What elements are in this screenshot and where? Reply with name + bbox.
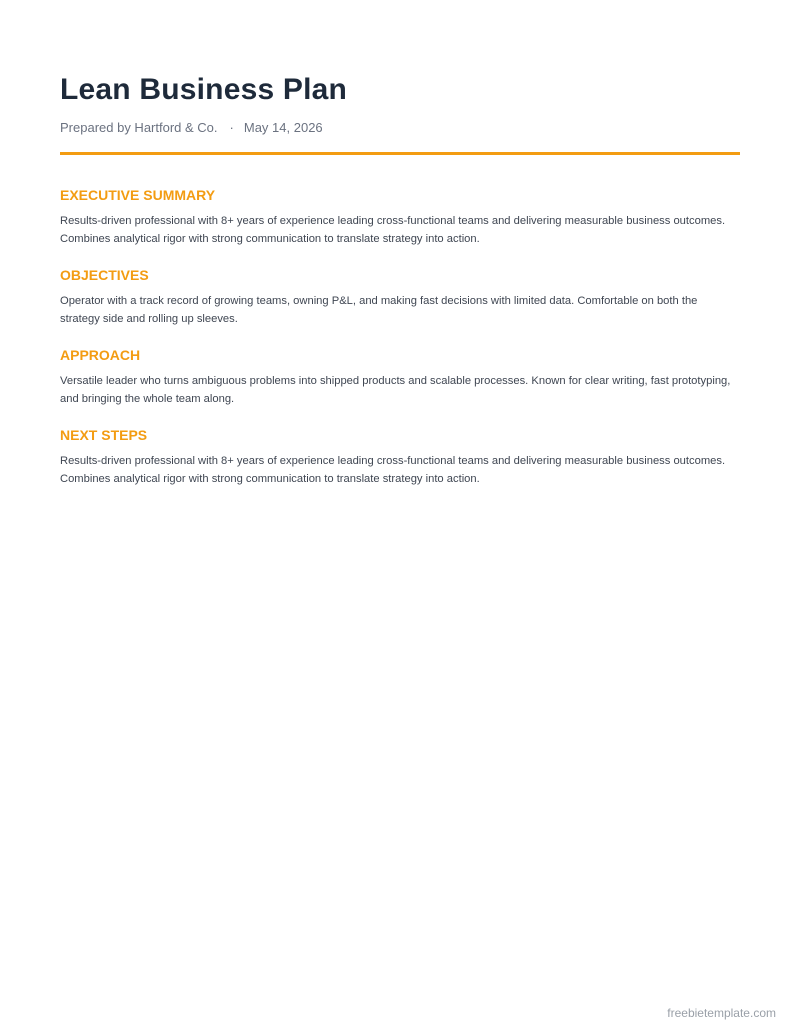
section-body: Results-driven professional with 8+ years of experience leading cross-functional teams and delivering measurable business outcomes. Combines analytical rigor with strong communication to translate strategy into action.: [60, 215, 726, 245]
section-heading: APPROACH: [60, 347, 141, 363]
document-title: Lean Business Plan: [60, 73, 348, 106]
document-meta: [60, 119, 323, 137]
section-approach: [60, 346, 740, 426]
section-executive-summary: [60, 186, 740, 266]
section-objectives: [60, 266, 740, 346]
section-body: Versatile leader who turns ambiguous problems into shipped products and scalable processes. Known for clear writing, fast prototyping, and bringing the whole team along.: [60, 375, 731, 405]
document-date: May 14, 2026: [243, 120, 323, 135]
section-body: Operator with a track record of growing teams, owning P&L, and making fast decisions with limited data. Comfortable on both the strategy side and rolling up sleeves.: [60, 295, 698, 325]
footer-credit: freebietemplate.com: [667, 1006, 776, 1020]
header-divider: [60, 152, 740, 155]
section-body: Results-driven professional with 8+ years of experience leading cross-functional teams and delivering measurable business outcomes. Combines analytical rigor with strong communication to translate strategy into action.: [60, 455, 726, 485]
sections-container: [60, 186, 740, 506]
meta-separator: ·: [229, 120, 234, 135]
section-heading: NEXT STEPS: [60, 427, 148, 443]
section-heading: EXECUTIVE SUMMARY: [60, 187, 216, 203]
section-next-steps: [60, 426, 740, 506]
section-heading: OBJECTIVES: [60, 267, 149, 283]
prepared-by-text: Prepared by Hartford & Co.: [60, 120, 218, 135]
